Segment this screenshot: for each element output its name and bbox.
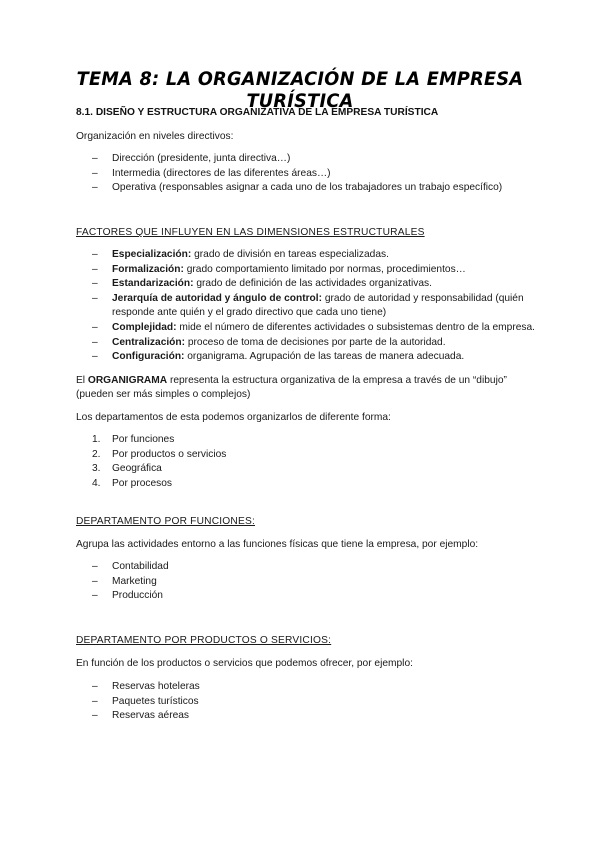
funciones-heading: DEPARTAMENTO POR FUNCIONES:	[76, 516, 255, 527]
list-item: – Contabilidad	[76, 560, 536, 575]
departamentos-list	[76, 433, 536, 491]
term: Complejidad:	[112, 321, 177, 333]
factores-heading: FACTORES QUE INFLUYEN EN LAS DIMENSIONES ESTRUCTURALES	[76, 227, 425, 238]
term: Configuración:	[112, 351, 185, 363]
desc: mide el número de diferentes actividades o subsistemas dentro de la empresa.	[176, 321, 535, 333]
funciones-list	[76, 560, 536, 604]
list-item: 4. Por procesos	[92, 477, 173, 489]
list-item: – Reservas aéreas	[76, 709, 536, 724]
list-item-label: Por funciones	[112, 434, 175, 445]
niveles-list	[76, 152, 536, 196]
desc: organigrama. Agrupación de las tareas de manera adecuada.	[184, 351, 465, 363]
list-item: 1. Por funciones	[92, 434, 175, 445]
list-item: 3. Geográfica	[92, 463, 162, 475]
organigrama-bold: ORGANIGRAMA	[87, 375, 168, 386]
factores-list	[76, 248, 536, 365]
desc: grado comportamiento limitado por normas, procedimientos…	[183, 263, 466, 275]
section-heading: 8.1. DISEÑO Y ESTRUCTURA ORGANIZATIVA DE LA EMPRESA TURÍSTICA	[76, 107, 439, 118]
list-item: – Producción	[76, 589, 536, 604]
page-title: TEMA 8: LA ORGANIZACIÓN DE LA EMPRESA TURÍSTICA	[76, 68, 524, 112]
departamentos-intro: Los departamentos de esta podemos organizarlos de diferente forma:	[76, 412, 391, 423]
list-item	[76, 263, 536, 278]
desc: grado de autoridad y responsabilidad (quién responde ante quién y el grado directivo que cada uno tiene)	[112, 292, 524, 319]
list-item: – Marketing	[76, 575, 536, 590]
productos-heading: DEPARTAMENTO POR PRODUCTOS O SERVICIOS:	[76, 635, 332, 646]
list-item	[76, 292, 536, 321]
list-item: 2. Por productos o servicios	[92, 448, 227, 460]
term: Estandarización:	[112, 278, 194, 290]
organigrama-paragraph	[76, 374, 516, 402]
term: Centralización:	[112, 336, 186, 348]
list-item: – Reservas hoteleras	[76, 680, 536, 695]
list-item-label: Geográfica	[112, 463, 162, 475]
list-item: – Intermedia (directores de las diferentes áreas…)	[76, 167, 536, 182]
organigrama-post: representa la estructura organizativa de la empresa a través de un “dibujo” (pueden ser más simples o complejos)	[76, 375, 507, 400]
list-item: – Dirección (presidente, junta directiva…)	[76, 152, 536, 167]
desc: grado de definición de las actividades organizativas.	[193, 278, 432, 290]
list-item	[76, 248, 536, 263]
desc: proceso de toma de decisiones por parte de la autoridad.	[185, 336, 446, 348]
list-item-label: Por procesos	[112, 477, 173, 489]
term: Jerarquía de autoridad y ángulo de control:	[112, 292, 323, 304]
list-item: – Operativa (responsables asignar a cada uno de los trabajadores un trabajo específico)	[76, 181, 536, 196]
organigrama-pre: El	[76, 375, 88, 386]
term: Formalización:	[112, 263, 184, 275]
list-item	[76, 350, 536, 365]
funciones-intro: Agrupa las actividades entorno a las funciones físicas que tiene la empresa, por ejemplo:	[76, 539, 479, 550]
term: Especialización:	[112, 249, 192, 260]
list-item	[76, 321, 536, 336]
niveles-intro: Organización en niveles directivos:	[76, 131, 234, 142]
list-item	[76, 277, 536, 292]
productos-intro: En función de los productos o servicios que podemos ofrecer, por ejemplo:	[76, 658, 413, 669]
list-item-label: Por productos o servicios	[112, 448, 227, 460]
productos-list	[76, 680, 536, 724]
list-item: – Paquetes turísticos	[76, 695, 536, 710]
list-item	[76, 336, 536, 351]
desc: grado de división en tareas especializadas.	[191, 249, 389, 260]
